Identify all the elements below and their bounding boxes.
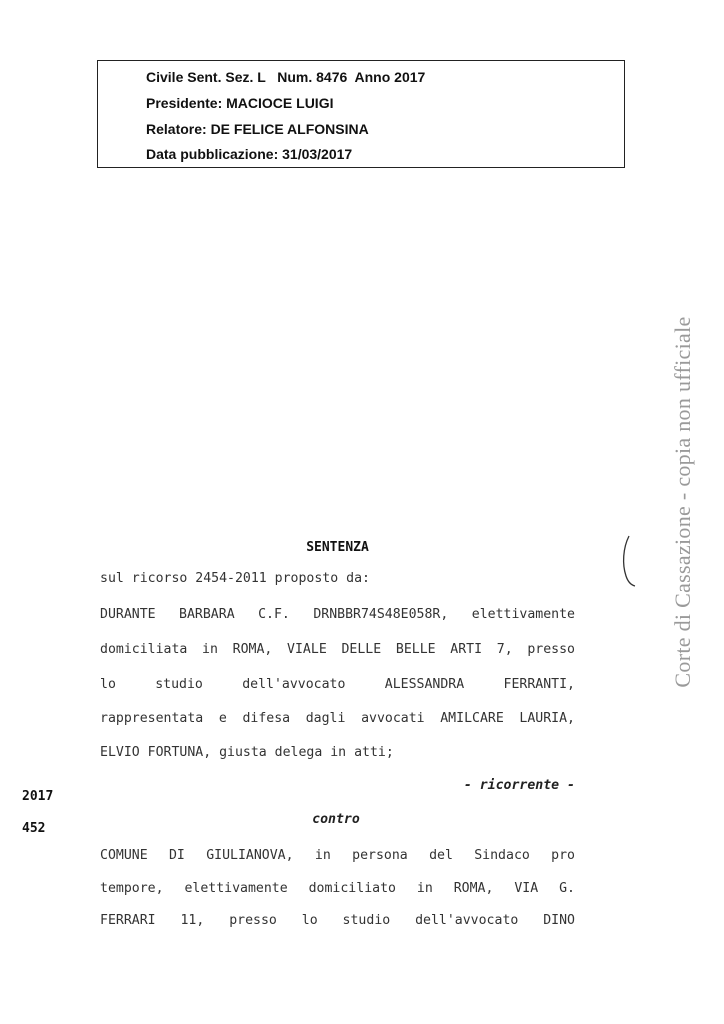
document-header-box [97,60,625,168]
margin-year: 2017 [22,789,54,804]
header-sentence-info: Civile Sent. Sez. L Num. 8476 Anno 2017 [146,69,426,85]
ricorrente-line-2: domiciliata in ROMA, VIALE DELLE BELLE ARTI 7, presso [100,642,575,657]
controricorrente-line-1: COMUNE DI GIULIANOVA, in persona del Sindaco pro [100,848,575,863]
ricorrente-line-4: rappresentata e difesa dagli avvocati AMILCARE LAURIA, [100,711,575,726]
ricorrente-line-5: ELVIO FORTUNA, giusta delega in atti; [100,745,394,760]
role-ricorrente: - ricorrente - [463,778,575,793]
ricorrente-line-1: DURANTE BARBARA C.F. DRNBBR74S48E058R, elettivamente [100,607,575,622]
contro-heading: contro [312,812,360,827]
controricorrente-line-3: FERRARI 11, presso lo studio dell'avvocato DINO [100,913,575,928]
header-rapporteur: Relatore: DE FELICE ALFONSINA [146,121,369,137]
header-publication-date: Data pubblicazione: 31/03/2017 [146,146,353,162]
controricorrente-line-2: tempore, elettivamente domiciliato in ROMA, VIA G. [100,881,575,896]
ricorrente-line-3: lo studio dell'avvocato ALESSANDRA FERRANTI, [100,677,575,692]
watermark: Corte di Cassazione - copia non ufficiale [670,316,695,688]
margin-number: 452 [22,821,46,836]
header-president: Presidente: MACIOCE LUIGI [146,95,334,111]
appeal-intro: sul ricorso 2454-2011 proposto da: [100,571,370,586]
document-title: SENTENZA [306,540,369,555]
